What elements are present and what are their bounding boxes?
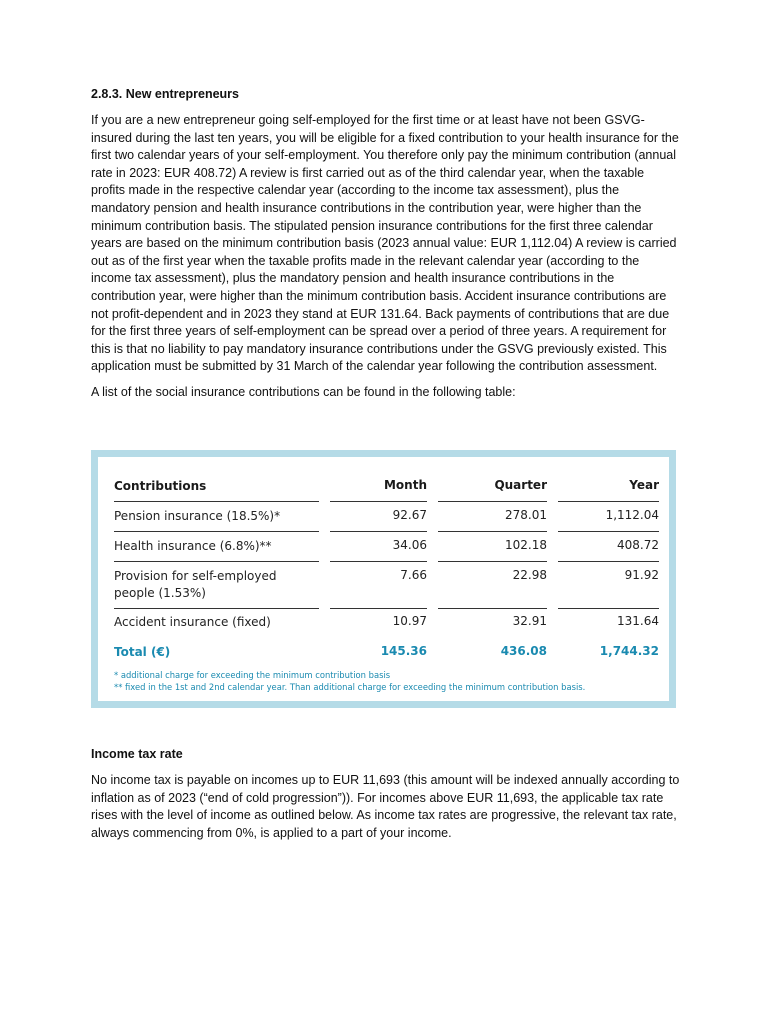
income-tax-section	[91, 746, 681, 850]
rule-divider	[558, 608, 659, 609]
total-month: 145.36	[380, 644, 427, 658]
rule-divider	[438, 531, 547, 532]
row-month: 7.66	[400, 568, 427, 582]
rule-divider	[114, 608, 319, 609]
rule-divider	[558, 531, 659, 532]
row-year: 131.64	[617, 614, 659, 628]
row-quarter: 102.18	[505, 538, 547, 552]
row-month: 34.06	[392, 538, 427, 552]
row-quarter: 278.01	[505, 508, 547, 522]
row-month: 10.97	[392, 614, 427, 628]
total-label: Total (€)	[114, 645, 171, 659]
header-quarter: Quarter	[494, 478, 547, 492]
document-page	[91, 86, 681, 410]
contributions-table-frame	[91, 450, 676, 708]
row-year: 91.92	[624, 568, 659, 582]
rule-divider	[330, 561, 427, 562]
rule-divider	[438, 608, 547, 609]
section-heading: 2.8.3. New entrepreneurs	[91, 87, 239, 101]
rule-divider	[558, 501, 659, 502]
rule-divider	[438, 561, 547, 562]
rule-divider	[114, 501, 319, 502]
income-tax-paragraph: No income tax is payable on incomes up to EUR 11,693 (this amount will be indexed annually according to inflation as of 2023 (“end of cold progression”)). For incomes above EUR 11,693, the applicable tax rate rises with the level of income as outlined below. As income tax rates are progressive, the relevant tax rate, always commencing from 0%, is applied to a part of your income.	[91, 773, 680, 840]
row-label: Accident insurance (fixed)	[114, 615, 271, 629]
contributions-table	[98, 457, 669, 701]
row-label: Pension insurance (18.5%)*	[114, 509, 281, 523]
row-label: Health insurance (6.8%)**	[114, 539, 272, 553]
rule-divider	[330, 608, 427, 609]
rule-divider	[330, 501, 427, 502]
row-year: 408.72	[617, 538, 659, 552]
income-tax-heading: Income tax rate	[91, 747, 183, 761]
table-footnote: ** fixed in the 1st and 2nd calendar year. Than additional charge for exceeding the minimum contribution basis.	[114, 682, 586, 692]
total-year: 1,744.32	[599, 644, 659, 658]
rule-divider	[114, 561, 319, 562]
header-contributions: Contributions	[114, 479, 207, 493]
rule-divider	[558, 561, 659, 562]
section-paragraph-1: If you are a new entrepreneur going self-employed for the first time or at least have not been GSVG-insured during the last ten years, you will be eligible for a fixed contribution to your health insurance for the first two calendar years of your self-employment. You therefore only pay the minimum contribution (annual rate in 2023: EUR 408.72) A review is first carried out as of the third calendar year, when the taxable profits made in the respective calendar year (according to the income tax assessment), plus the mandatory pension and health insurance contributions in the contribution year, were higher than the minimum contribution basis. The stipulated pension insurance contributions for the first three calendar years are based on the minimum contribution basis (2023 annual value: EUR 1,112.04) A review is carried out as of the first year when the taxable profits made in the relevant calendar year (according to the income tax assessment), plus the mandatory pension and health insurance contributions in the contribution year, were higher than the minimum contribution basis. Accident insurance contributions are not profit-dependent and in 2023 they stand at EUR 131.64. Back payments of contributions that are due for the first three years of self-employment can be spread over a period of three years. A requirement for this is that no liability to pay mandatory insurance contributions under the GSVG previously existed. This application must be submitted by 31 March of the calendar year following the contribution assessment.	[91, 113, 679, 374]
row-quarter: 32.91	[512, 614, 547, 628]
rule-divider	[438, 501, 547, 502]
row-quarter: 22.98	[512, 568, 547, 582]
row-label: Provision for self-employed people (1.53%)	[114, 569, 277, 600]
total-quarter: 436.08	[500, 644, 547, 658]
header-month: Month	[383, 478, 427, 492]
row-year: 1,112.04	[605, 508, 659, 522]
rule-divider	[114, 531, 319, 532]
section-paragraph-2: A list of the social insurance contributions can be found in the following table:	[91, 384, 516, 399]
header-year: Year	[629, 478, 659, 492]
rule-divider	[330, 531, 427, 532]
table-footnote: * additional charge for exceeding the minimum contribution basis	[114, 670, 391, 680]
row-month: 92.67	[392, 508, 427, 522]
